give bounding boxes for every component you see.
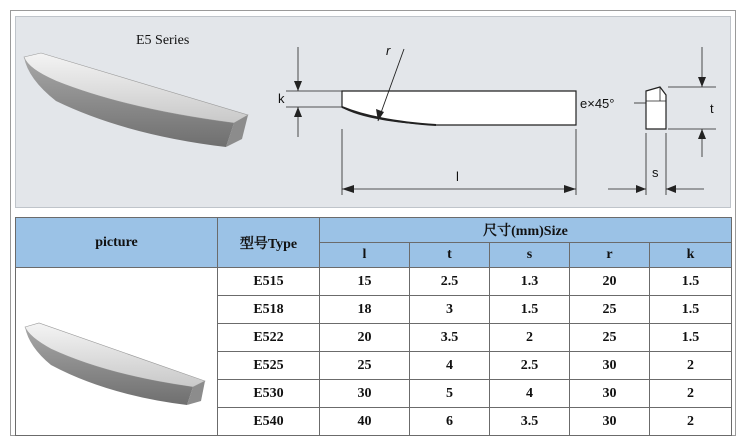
header-col-s: s bbox=[490, 243, 570, 268]
dim-label-t: t bbox=[710, 101, 714, 116]
end-view bbox=[608, 47, 716, 195]
series-label: E5 Series bbox=[136, 33, 190, 48]
dim-label-r: r bbox=[386, 43, 391, 58]
side-view bbox=[286, 47, 648, 195]
cell-k: 2 bbox=[650, 408, 732, 436]
dim-label-k: k bbox=[278, 91, 285, 106]
dim-label-l: l bbox=[456, 169, 459, 184]
header-type: 型号Type bbox=[218, 218, 320, 268]
cell-type: E518 bbox=[218, 296, 320, 324]
dim-label-e: e×45° bbox=[580, 96, 615, 111]
cell-l: 40 bbox=[320, 408, 410, 436]
cell-t: 4 bbox=[410, 352, 490, 380]
technical-drawing bbox=[16, 17, 730, 207]
cell-l: 30 bbox=[320, 380, 410, 408]
blade-render-icon bbox=[24, 53, 248, 147]
cell-l: 20 bbox=[320, 324, 410, 352]
header-col-l: l bbox=[320, 243, 410, 268]
cell-t: 6 bbox=[410, 408, 490, 436]
header-size-group: 尺寸(mm)Size bbox=[320, 218, 732, 243]
table-row bbox=[16, 268, 732, 296]
cell-l: 25 bbox=[320, 352, 410, 380]
cell-t: 2.5 bbox=[410, 268, 490, 296]
cell-s: 2 bbox=[490, 324, 570, 352]
cell-s: 1.3 bbox=[490, 268, 570, 296]
blade-picture-icon bbox=[17, 269, 217, 429]
cell-s: 4 bbox=[490, 380, 570, 408]
cell-type: E522 bbox=[218, 324, 320, 352]
cell-k: 2 bbox=[650, 380, 732, 408]
cell-l: 15 bbox=[320, 268, 410, 296]
header-col-r: r bbox=[570, 243, 650, 268]
cell-s: 2.5 bbox=[490, 352, 570, 380]
cell-r: 20 bbox=[570, 268, 650, 296]
product-picture-cell bbox=[16, 268, 218, 436]
cell-l: 18 bbox=[320, 296, 410, 324]
cell-r: 30 bbox=[570, 380, 650, 408]
cell-s: 3.5 bbox=[490, 408, 570, 436]
cell-k: 2 bbox=[650, 352, 732, 380]
cell-type: E515 bbox=[218, 268, 320, 296]
cell-k: 1.5 bbox=[650, 268, 732, 296]
header-col-k: k bbox=[650, 243, 732, 268]
header-picture: picture bbox=[16, 218, 218, 268]
cell-r: 30 bbox=[570, 352, 650, 380]
cell-t: 5 bbox=[410, 380, 490, 408]
cell-r: 25 bbox=[570, 324, 650, 352]
cell-s: 1.5 bbox=[490, 296, 570, 324]
spec-table bbox=[15, 217, 732, 436]
cell-k: 1.5 bbox=[650, 296, 732, 324]
dim-label-s: s bbox=[652, 165, 659, 180]
header-col-t: t bbox=[410, 243, 490, 268]
cell-type: E525 bbox=[218, 352, 320, 380]
cell-t: 3.5 bbox=[410, 324, 490, 352]
technical-drawing-panel bbox=[15, 16, 731, 208]
cell-r: 25 bbox=[570, 296, 650, 324]
cell-type: E540 bbox=[218, 408, 320, 436]
cell-t: 3 bbox=[410, 296, 490, 324]
cell-type: E530 bbox=[218, 380, 320, 408]
cell-k: 1.5 bbox=[650, 324, 732, 352]
product-frame bbox=[10, 10, 736, 436]
cell-r: 30 bbox=[570, 408, 650, 436]
